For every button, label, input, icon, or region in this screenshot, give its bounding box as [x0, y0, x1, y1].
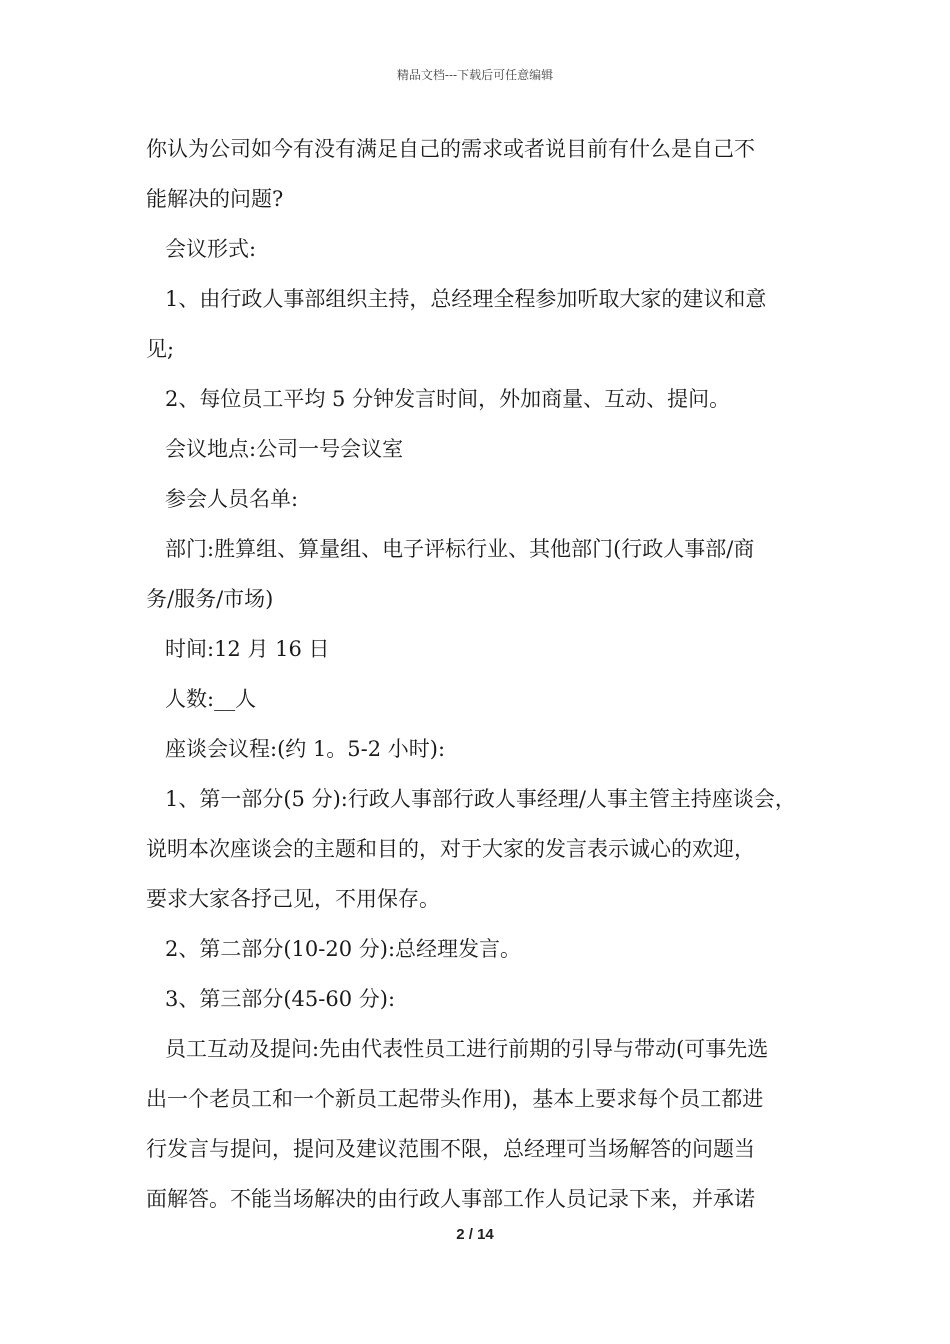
text-line: 部门:胜算组、算量组、电子评标行业、其他部门(行政人事部/商 — [165, 537, 755, 561]
text-line: 说明本次座谈会的主题和目的，对于大家的发言表示诚心的欢迎， — [146, 837, 755, 861]
text-line: 员工互动及提问:先由代表性员工进行前期的引导与带动(可事先选 — [165, 1037, 769, 1061]
text-line: 行发言与提问，提问及建议范围不限，总经理可当场解答的问题当 — [146, 1137, 755, 1161]
text-line: 见; — [146, 337, 175, 361]
text-line: 能解决的问题? — [146, 187, 284, 211]
text-line: 会议形式: — [165, 237, 257, 261]
text-line: 时间:12 月 16 日 — [165, 637, 330, 661]
text-line: 要求大家各抒己见，不用保存。 — [146, 887, 440, 911]
text-line: 出一个老员工和一个新员工起带头作用)，基本上要求每个员工都进 — [146, 1087, 764, 1111]
text-line: 务/服务/市场) — [146, 587, 274, 611]
document-body — [146, 124, 846, 1224]
text-line: 会议地点:公司一号会议室 — [165, 437, 404, 461]
text-line: 参会人员名单: — [165, 487, 299, 511]
text-line: 2、每位员工平均 5 分钟发言时间，外加商量、互动、提问。 — [165, 387, 731, 411]
text-line: 3、第三部分(45-60 分): — [165, 987, 396, 1011]
text-line: 座谈会议程:(约 1。5-2 小时): — [165, 737, 446, 761]
text-line: 人数:__人 — [165, 687, 257, 711]
page-header: 精品文档---下载后可任意编辑 — [396, 68, 554, 82]
text-line: 你认为公司如今有没有满足自己的需求或者说目前有什么是自己不 — [146, 137, 755, 161]
page-number: 2 / 14 — [456, 1226, 494, 1243]
text-line: 1、由行政人事部组织主持，总经理全程参加听取大家的建议和意 — [165, 287, 767, 311]
text-line: 2、第二部分(10-20 分):总经理发言。 — [165, 937, 522, 961]
text-line: 面解答。不能当场解决的由行政人事部工作人员记录下来，并承诺 — [146, 1187, 755, 1211]
text-line: 1、第一部分(5 分):行政人事部行政人事经理/人事主管主持座谈会， — [165, 787, 796, 811]
